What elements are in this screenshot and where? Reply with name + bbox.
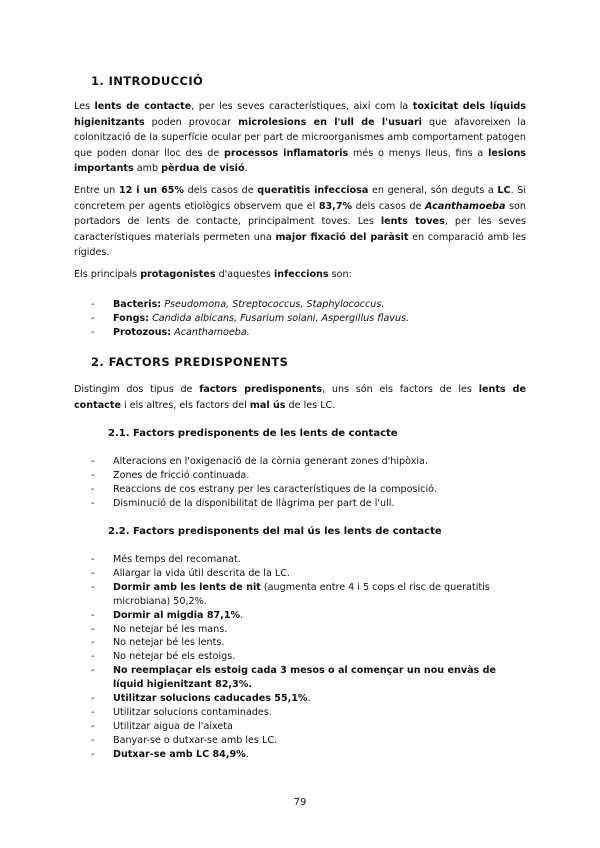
list-item: - Allargar la vida útil descrita de la LC. xyxy=(91,567,290,579)
bullet-dash: - xyxy=(91,609,95,621)
bullet-dash: - xyxy=(91,554,95,565)
bullet-dash: - xyxy=(91,637,95,649)
lens-factors-list xyxy=(91,455,526,511)
misuse-factors-list xyxy=(91,553,526,762)
bullet-dash: - xyxy=(91,456,95,467)
list-item: - Protozous: Acanthamoeba. xyxy=(91,326,250,338)
bullet-dash: - xyxy=(91,483,95,495)
section-1-heading: 1. INTRODUCCIÓ xyxy=(91,74,204,88)
subsection-2-1-heading: 2.1. Factors predisponents de les lents de contacte xyxy=(108,428,398,439)
subsection-2-2-heading: 2.2. Factors predisponents del mal ús les lents de contacte xyxy=(108,526,442,537)
intro-paragraph-1: Les lents de contacte, per les seves característiques, així com la toxicitat dels líquids higienitzants poden provocar microlesions en l'ull de l'usuari que afavoreixen la colonització de la superfície ocular per part de microorganismes amb comportament patogen que poden donar lloc des de processos inflamatoris més o menys lleus, fins a lesions importants amb pèrdua de visió. xyxy=(74,101,526,175)
bullet-dash: - xyxy=(91,748,95,760)
bullet-dash: - xyxy=(91,734,95,746)
bullet-dash: - xyxy=(91,567,95,579)
list-item: - Dormir amb les lents de nit (augmenta entre 4 i 5 cops el risc de queratitis microbiana) 50,2%. xyxy=(91,581,490,607)
bullet-dash: - xyxy=(91,299,95,310)
bullet-dash: - xyxy=(91,706,95,718)
bullet-dash: - xyxy=(91,623,95,635)
list-item: - Utilitzar solucions caducades 55,1%. xyxy=(91,693,311,705)
bullet-dash: - xyxy=(91,665,95,677)
list-item: - Utilitzar solucions contaminades. xyxy=(91,706,272,718)
list-item: - Utilitzar aigua de l'aixeta xyxy=(91,720,233,732)
list-item: - No reemplaçar els estoig cada 3 mesos o al començar un nou envàs de líquid higienitzant 82,3%. xyxy=(91,665,496,691)
bullet-dash: - xyxy=(91,326,95,338)
list-item: - Banyar-se o dutxar-se amb les LC. xyxy=(91,734,278,746)
bullet-dash: - xyxy=(91,693,95,705)
list-item: - Zones de fricció continuada. xyxy=(91,469,250,481)
bullet-dash: - xyxy=(91,497,95,509)
list-item: - Fongs: Candida albicans, Fusarium solani, Aspergillus flavus. xyxy=(91,312,410,324)
bullet-dash: - xyxy=(91,581,95,593)
list-item: - Dormir al migdia 87,1%. xyxy=(91,609,244,621)
intro-paragraph-3: Els principals protagonistes d'aquestes infeccions son: xyxy=(74,269,352,280)
list-item: - Alteracions en l'oxigenació de la còrnia generant zones d'hipòxia. xyxy=(91,456,428,467)
bullet-dash: - xyxy=(91,720,95,732)
bullet-dash: - xyxy=(91,651,95,663)
list-item: - Disminució de la disponibilitat de llàgrima per part de l'ull. xyxy=(91,497,395,509)
factors-paragraph: Distingim dos tipus de factors predisponents, uns són els factors de les lents de contacte i els altres, els factors del mal ús de les LC. xyxy=(74,384,527,411)
list-item: - No netejar bé les mans. xyxy=(91,623,228,635)
list-item: - No netejar bé els estoigs. xyxy=(91,651,236,663)
protagonists-list xyxy=(91,298,526,340)
bullet-dash: - xyxy=(91,312,95,324)
list-item: - Més temps del recomanat. xyxy=(91,554,241,565)
page-number: 79 xyxy=(293,797,307,808)
intro-paragraph-2: Entre un 12 i un 65% dels casos de queratitis infecciosa en general, són deguts a LC. Si concretem per agents etiològics observem que el 83,7% dels casos de Acanthamoeba son portadors de lents de contacte, principalment toves. Les lents toves, per les seves característiques materials permeten una major fixació del paràsit en comparació amb les rígides. xyxy=(74,185,527,259)
list-item: - Bacteris: Pseudomona, Streptococcus, Staphylococcus. xyxy=(91,299,385,310)
list-item: - No netejar bé les lents. xyxy=(91,637,225,649)
section-2-heading: 2. FACTORS PREDISPONENTS xyxy=(91,355,289,369)
list-item: - Reaccions de cos estrany per les característiques de la composició. xyxy=(91,483,437,495)
bullet-dash: - xyxy=(91,469,95,481)
list-item: - Dutxar-se amb LC 84,9%. xyxy=(91,748,249,760)
